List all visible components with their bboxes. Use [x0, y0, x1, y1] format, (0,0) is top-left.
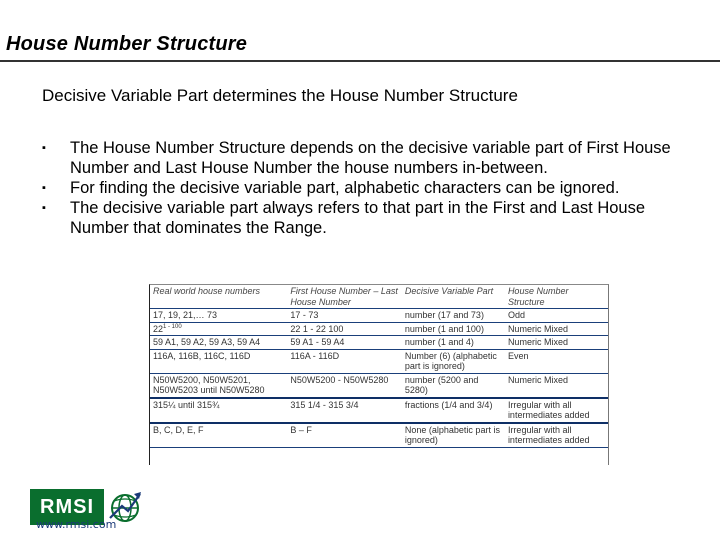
table-cell: 17 - 73	[287, 309, 402, 323]
cell-text: 22	[153, 323, 164, 334]
table-row	[150, 336, 608, 350]
bullet-item	[42, 138, 682, 178]
logo-wordmark: RMSI	[30, 489, 104, 525]
table-cell: 22 1 - 22 100	[287, 322, 402, 336]
table-header-cell: Real world house numbers	[150, 285, 287, 309]
table-row	[150, 349, 608, 373]
table-cell: Even	[505, 349, 608, 373]
table-cell: None (alphabetic part is ignored)	[402, 423, 505, 448]
table-cell: 59 A1, 59 A2, 59 A3, 59 A4	[150, 336, 287, 350]
table-cell: 17, 19, 21,… 73	[150, 309, 287, 323]
table-cell: N50W5200 - N50W5280	[287, 373, 402, 398]
title-divider	[0, 60, 720, 62]
table-header-cell: Decisive Variable Part	[402, 285, 505, 309]
table-cell: 116A - 116D	[287, 349, 402, 373]
slide-subtitle: Decisive Variable Part determines the House Number Structure	[42, 86, 518, 105]
table-cell: 315 1/4 - 315 3/4	[287, 398, 402, 423]
square-bullet-icon: ▪	[42, 182, 46, 194]
table-cell: Numeric Mixed	[505, 373, 608, 398]
table-cell: number (5200 and 5280)	[402, 373, 505, 398]
table-row	[150, 398, 608, 423]
table-cell: B – F	[287, 423, 402, 448]
table-cell: Number (6) (alphabetic part is ignored)	[402, 349, 505, 373]
table-header-row	[150, 285, 608, 309]
table-cell: 315¼ until 315¾	[150, 398, 287, 423]
bullet-text: The decisive variable part always refers to that part in the First and Last House Number that dominates the Range.	[70, 199, 646, 237]
table-row	[150, 309, 608, 323]
table-row	[150, 423, 608, 448]
table-cell: Irregular with all intermediates added	[505, 423, 608, 448]
bullet-item	[42, 198, 682, 238]
bullet-text: The House Number Structure depends on the decisive variable part of First House Number and Last House Number the house numbers in-between.	[70, 139, 671, 177]
bullet-text: For finding the decisive variable part, alphabetic characters can be ignored.	[70, 179, 620, 197]
table-row	[150, 322, 608, 336]
table-row	[150, 373, 608, 398]
table-cell: Numeric Mixed	[505, 336, 608, 350]
table-cell: Irregular with all intermediates added	[505, 398, 608, 423]
table-cell: number (1 and 100)	[402, 322, 505, 336]
house-number-table	[149, 284, 609, 465]
table-cell: number (17 and 73)	[402, 309, 505, 323]
square-bullet-icon: ▪	[42, 142, 46, 154]
table-cell	[150, 322, 287, 336]
table-cell: fractions (1/4 and 3/4)	[402, 398, 505, 423]
bullet-list	[42, 138, 682, 238]
square-bullet-icon: ▪	[42, 202, 46, 214]
cell-superscript: 1 - 100	[163, 323, 182, 330]
table-cell: 116A, 116B, 116C, 116D	[150, 349, 287, 373]
table-cell: Numeric Mixed	[505, 322, 608, 336]
table-header-cell: House Number Structure	[505, 285, 608, 309]
slide-title: House Number Structure	[6, 33, 248, 55]
table-cell: Odd	[505, 309, 608, 323]
table-cell: B, C, D, E, F	[150, 423, 287, 448]
bullet-item	[42, 178, 682, 198]
table-cell: 59 A1 - 59 A4	[287, 336, 402, 350]
table-cell: number (1 and 4)	[402, 336, 505, 350]
website-url: www.rmsi.com	[36, 518, 117, 531]
table-header-cell: First House Number – Last House Number	[287, 285, 402, 309]
table-cell: N50W5200, N50W5201, N50W5203 until N50W5280	[150, 373, 287, 398]
